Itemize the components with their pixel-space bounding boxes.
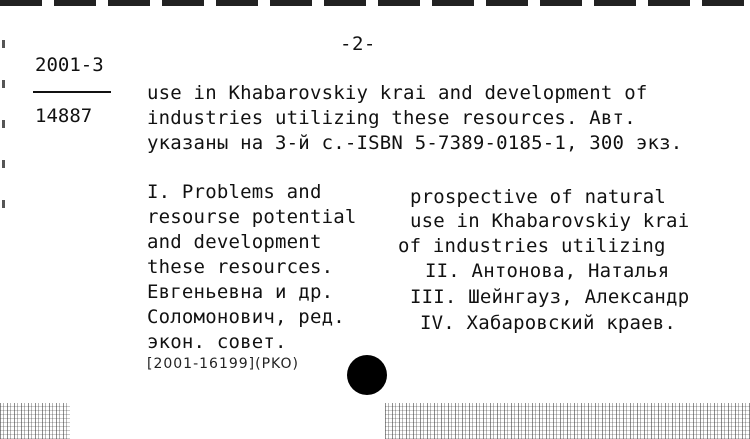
tracing-right-line-4: II. Антонова, Наталья	[425, 260, 670, 282]
tracing-left-line-7: экон. совет.	[147, 331, 287, 353]
accession-number: 14887	[35, 105, 93, 127]
tracing-left-line-5: Евгеньевна и др.	[147, 281, 334, 303]
left-edge-marks	[2, 40, 5, 220]
tracing-left-line-6: Соломонович, ред.	[147, 306, 345, 328]
tracing-right-line-2: use in Khabarovskiy krai	[410, 210, 690, 232]
title-line-3: указаны на 3-й с.-ISBN 5-7389-0185-1, 300 экз.	[147, 132, 683, 154]
tracing-right-line-3: of industries utilizing	[398, 235, 666, 257]
title-line-2: industries utilizing these resources. Авт.	[147, 107, 636, 129]
handwritten-note: [2001-16199](PKO)	[147, 356, 299, 372]
page-number: -2-	[340, 33, 376, 55]
scan-noise-strip	[0, 403, 750, 439]
tracing-right-line-1: prospective of natural	[410, 186, 667, 208]
top-dashed-border	[0, 0, 750, 6]
tracing-left-line-4: these resources.	[147, 256, 334, 278]
tracing-right-line-5: III. Шейнгауз, Александр	[410, 286, 690, 308]
tracing-left-line-1: I. Problems and	[147, 181, 322, 203]
punch-hole	[347, 355, 387, 395]
tracing-left-line-3: and development	[147, 231, 322, 253]
tracing-right-line-6: IV. Хабаровский краев.	[420, 312, 677, 334]
call-number: 2001-3	[35, 54, 104, 76]
title-line-1: use in Khabarovskiy krai and development of	[147, 82, 648, 104]
call-number-rule	[33, 91, 111, 93]
tracing-left-line-2: resourse potential	[147, 206, 357, 228]
